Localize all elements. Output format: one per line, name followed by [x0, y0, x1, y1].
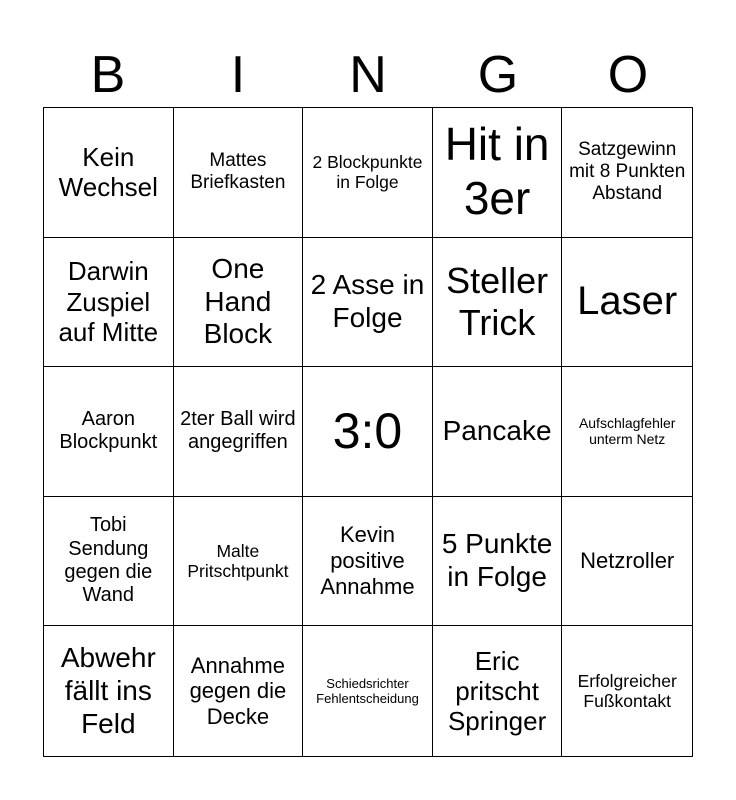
bingo-cell[interactable] [433, 238, 563, 368]
bingo-cell[interactable] [562, 367, 692, 497]
bingo-cell[interactable] [174, 497, 304, 627]
bingo-cell[interactable] [433, 367, 563, 497]
bingo-cell[interactable] [44, 108, 174, 238]
bingo-header [43, 44, 693, 106]
cell-label: Kein Wechsel [58, 141, 158, 203]
bingo-cell[interactable] [433, 626, 563, 756]
cell-label: Tobi Sendung gegen die Wand [64, 514, 153, 607]
cell-label: Abwehr fällt ins Feld [60, 642, 156, 739]
cell-label: Kevin positive Annahme [320, 522, 415, 599]
cell-label: 2ter Ball wird angegriffen [180, 408, 296, 454]
cell-label: 5 Punkte in Folge [441, 528, 553, 593]
header-letter-b: B [90, 46, 126, 104]
cell-label: 3:0 [332, 403, 403, 460]
cell-label: Malte Pritschtpunkt [187, 540, 289, 582]
header-letter-i: I [230, 46, 246, 104]
cell-label: One Hand Block [203, 252, 273, 350]
cell-label: Netzroller [580, 548, 675, 574]
cell-label: Eric pritscht Springer [447, 645, 547, 737]
cell-label: Hit in 3er [444, 118, 550, 225]
bingo-cell[interactable] [303, 626, 433, 756]
bingo-cell[interactable] [303, 238, 433, 368]
bingo-cell[interactable] [174, 238, 304, 368]
header-letter-o: O [607, 46, 649, 104]
bingo-cell[interactable] [44, 626, 174, 756]
cell-label: Schiedsrichter Fehlentscheidung [316, 675, 419, 707]
bingo-cell[interactable] [44, 497, 174, 627]
bingo-cell[interactable] [174, 108, 304, 238]
bingo-cell[interactable] [174, 367, 304, 497]
cell-label: 2 Asse in Folge [310, 269, 425, 333]
bingo-cell[interactable] [174, 626, 304, 756]
cell-label: Satzgewinn mit 8 Punkten Abstand [569, 138, 686, 205]
bingo-cell[interactable] [44, 367, 174, 497]
bingo-board [43, 107, 693, 757]
cell-label: Steller Trick [446, 259, 549, 343]
cell-label: Darwin Zuspiel auf Mitte [58, 256, 159, 348]
bingo-cell[interactable] [303, 108, 433, 238]
cell-label: Aufschlagfehler unterm Netz [578, 415, 676, 448]
bingo-cell[interactable] [433, 108, 563, 238]
cell-label: Aaron Blockpunkt [59, 408, 158, 454]
bingo-cell[interactable] [44, 238, 174, 368]
bingo-cell[interactable] [303, 367, 433, 497]
bingo-cell[interactable] [562, 238, 692, 368]
header-letter-g: G [477, 46, 519, 104]
cell-label: 2 Blockpunkte in Folge [312, 151, 423, 193]
cell-label: Erfolgreicher Fußkontakt [577, 670, 677, 712]
cell-label: Annahme gegen die Decke [189, 652, 287, 730]
bingo-cell[interactable] [562, 626, 692, 756]
bingo-cell[interactable] [562, 497, 692, 627]
cell-label: Laser [577, 279, 678, 324]
bingo-cell[interactable] [562, 108, 692, 238]
bingo-cell[interactable] [303, 497, 433, 627]
cell-label: Pancake [442, 415, 552, 447]
cell-label: Mattes Briefkasten [190, 150, 286, 194]
bingo-cell[interactable] [433, 497, 563, 627]
header-letter-n: N [349, 46, 387, 104]
